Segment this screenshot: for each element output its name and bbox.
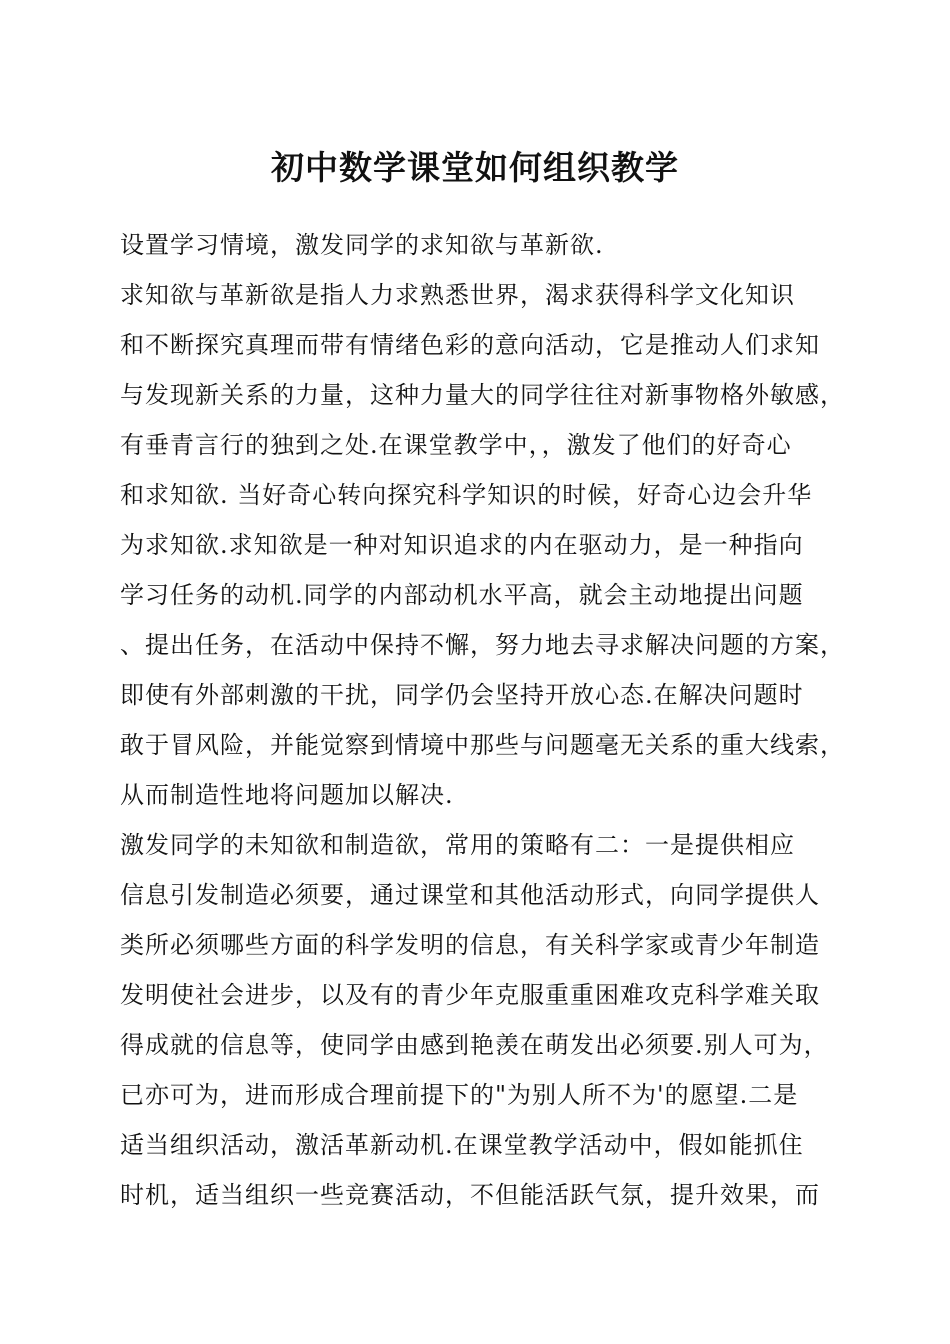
text-line: 学习任务的动机.同学的内部动机水平高，就会主动地提出问题: [120, 581, 804, 609]
document-title: 初中数学课堂如何组织教学: [271, 148, 679, 187]
text-line: 得成就的信息等，使同学由感到艳羡在萌发出必须要.别人可为，: [120, 1031, 829, 1059]
text-line: 已亦可为，进而形成合理前提下的"为别人所不为'的愿望.二是: [120, 1081, 799, 1109]
text-line: 激发同学的未知欲和制造欲，常用的策略有二：一是提供相应: [120, 831, 795, 859]
text-line: 时机，适当组织一些竞赛活动，不但能活跃气氛，提升效果，而: [120, 1181, 820, 1209]
text-line: 适当组织活动，激活革新动机.在课堂教学活动中，假如能抓住: [120, 1131, 804, 1159]
text-line: 为求知欲.求知欲是一种对知识追求的内在驱动力，是一种指向: [120, 531, 804, 559]
text-line: 和求知欲. 当好奇心转向探究科学知识的时候，好奇心边会升华: [120, 481, 813, 509]
text-line: 从而制造性地将问题加以解决.: [120, 781, 454, 809]
text-line: 设置学习情境，激发同学的求知欲与革新欲.: [120, 231, 604, 259]
text-line: 和不断探究真理而带有情绪色彩的意向活动，它是推动人们求知: [120, 331, 820, 359]
text-line: 发明使社会进步，以及有的青少年克服重重困难攻克科学难关取: [120, 981, 820, 1009]
text-line: 敢于冒风险，并能觉察到情境中那些与问题毫无关系的重大线索，: [120, 731, 845, 759]
text-line: 类所必须哪些方面的科学发明的信息，有关科学家或青少年制造: [120, 931, 820, 959]
text-line: 、提出任务，在活动中保持不懈，努力地去寻求解决问题的方案，: [120, 631, 845, 659]
text-line: 即使有外部刺激的干扰，同学仍会坚持开放心态.在解决问题时: [120, 681, 804, 709]
text-line: 有垂青言行的独到之处.在课堂教学中，，激发了他们的好奇心: [120, 431, 792, 459]
text-line: 求知欲与革新欲是指人力求熟悉世界，渴求获得科学文化知识: [120, 281, 795, 309]
text-line: 信息引发制造必须要，通过课堂和其他活动形式，向同学提供人: [120, 881, 820, 909]
text-line: 与发现新关系的力量，这种力量大的同学往往对新事物格外敏感，: [120, 381, 845, 409]
